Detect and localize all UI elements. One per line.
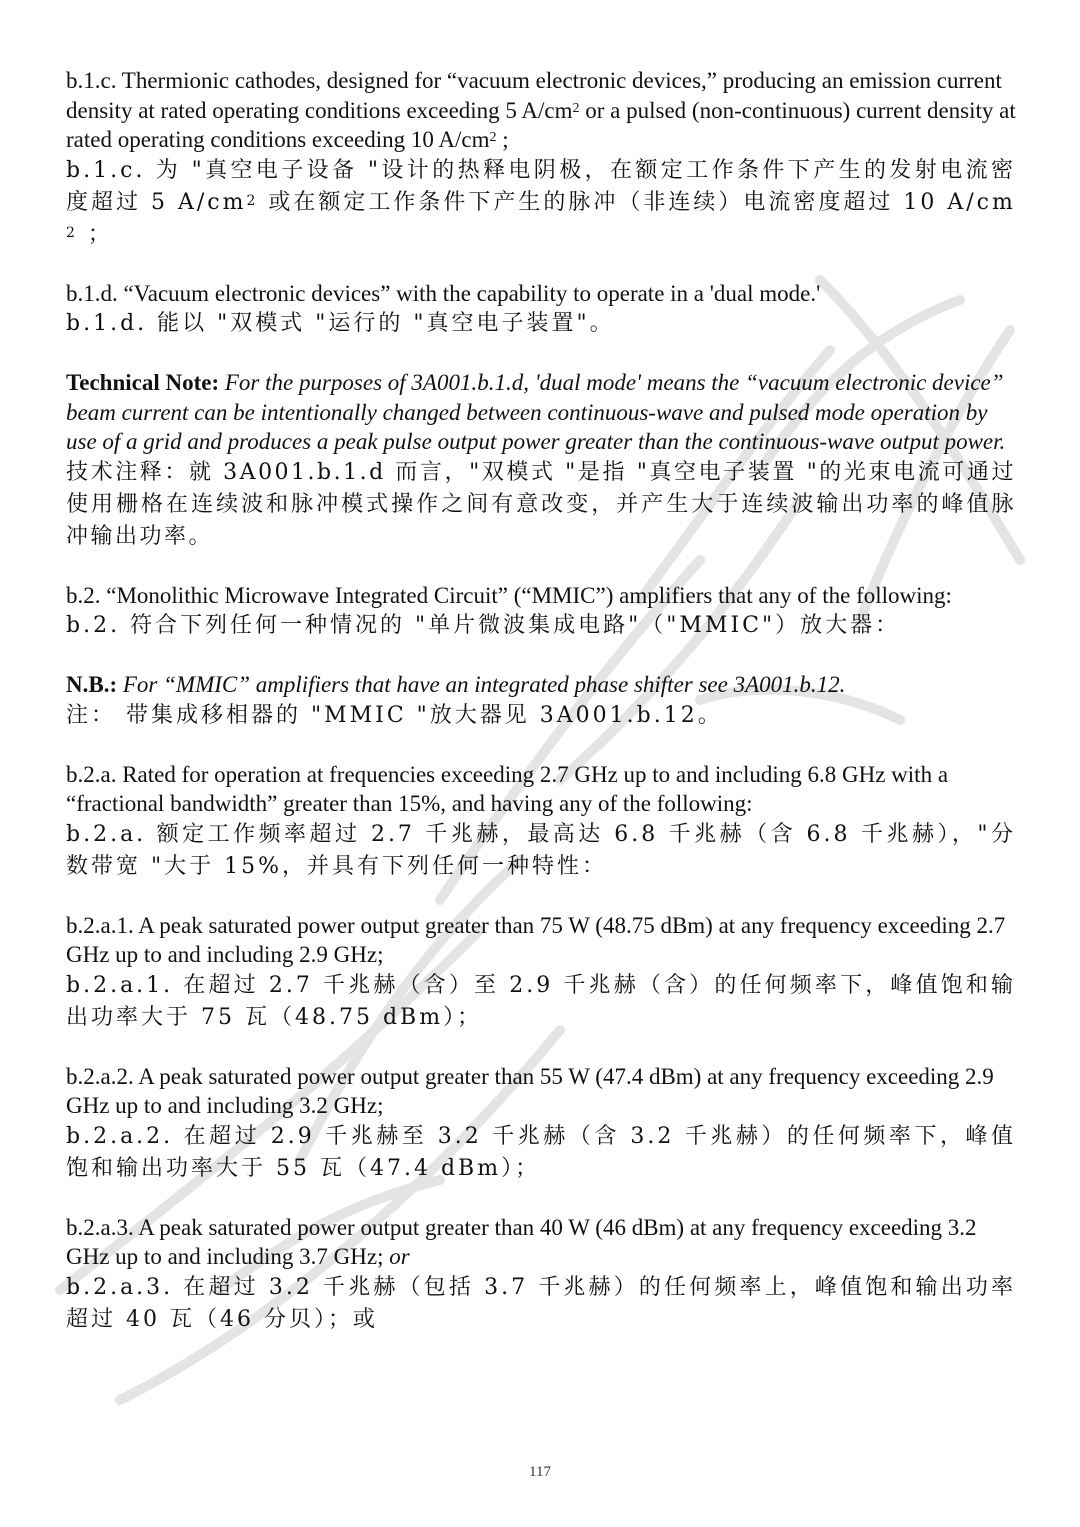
b1d-english: b.1.d. “Vacuum electronic devices” with the capability to operate in a 'dual mode.' bbox=[66, 280, 821, 306]
technical-note-label: Technical Note: bbox=[66, 370, 220, 395]
technical-note-english: Technical Note: For the purposes of 3A001.b.1.d, 'dual mode' means the “vacuum electronic device” beam current can be intentionally changed between continuous-wave and pulsed mode operation by use of a grid and produces a peak pulse output power greater than the continuous-wave output power. bbox=[66, 370, 1006, 454]
b2a2-chinese: b.2.a.2. 在超过 2.9 千兆赫至 3.2 千兆赫（含 3.2 千兆赫）的任何频率下，峰值饱和输出功率大于 55 瓦（47.4 dBm）； bbox=[66, 1123, 1016, 1181]
nb-chinese: 注： 带集成移相器的 "MMIC "放大器见 3A001.b.12。 bbox=[66, 702, 723, 728]
section-b2 bbox=[66, 581, 1016, 643]
b2a3-chinese: b.2.a.3. 在超过 3.2 千兆赫（包括 3.7 千兆赫）的任何频率上，峰值饱和输出功率超过 40 瓦（46 分贝）；或 bbox=[66, 1274, 1016, 1332]
b2a-english: b.2.a. Rated for operation at frequencies exceeding 2.7 GHz up to and including 6.8 GHz with a “fractional bandwidth” greater than 15%, and having any of the following: bbox=[66, 761, 949, 816]
page-number: 117 bbox=[529, 1464, 551, 1480]
b2a1-english: b.2.a.1. A peak saturated power output greater than 75 W (48.75 dBm) at any frequency exceeding 2.7 GHz up to and including 2.9 GHz; bbox=[66, 912, 1006, 967]
section-b2a1 bbox=[66, 911, 1016, 1034]
nb-note bbox=[66, 670, 1016, 732]
b2a-chinese: b.2.a. 额定工作频率超过 2.7 千兆赫，最高达 6.8 千兆赫（含 6.8 千兆赫），"分数带宽 "大于 15%，并具有下列任何一种特性： bbox=[66, 821, 1016, 879]
b2a1-chinese: b.2.a.1. 在超过 2.7 千兆赫（含）至 2.9 千兆赫（含）的任何频率下，峰值饱和输出功率大于 75 瓦（48.75 dBm）； bbox=[66, 972, 1016, 1030]
section-b1d bbox=[66, 279, 1016, 341]
section-b2a2 bbox=[66, 1062, 1016, 1185]
section-b2a3 bbox=[66, 1213, 1016, 1336]
b2a2-english: b.2.a.2. A peak saturated power output greater than 55 W (47.4 dBm) at any frequency exceeding 2.9 GHz up to and including 3.2 GHz; bbox=[66, 1063, 994, 1118]
b2a3-english: b.2.a.3. A peak saturated power output greater than 40 W (46 dBm) at any frequency exceeding 3.2 GHz up to and including 3.7 GHz; or bbox=[66, 1214, 977, 1269]
section-b1c bbox=[66, 66, 1016, 251]
b1c-chinese: b.1.c. 为 "真空电子设备 "设计的热释电阴极，在额定工作条件下产生的发射电流密度超过 5 $A/cm^2$ 或在额定工作条件下产生的脉冲（非连续）电流密度超过 10 A/cm $^2$ ； bbox=[66, 157, 1016, 247]
nb-english: N.B.: For “MMIC” amplifiers that have an integrated phase shifter see 3A001.b.12. bbox=[66, 672, 846, 697]
section-b2a bbox=[66, 760, 1016, 883]
document-page bbox=[66, 66, 1016, 1364]
nb-label: N.B.: bbox=[66, 672, 118, 697]
b1d-chinese: b.1.d. 能以 "双模式 "运行的 "真空电子装置"。 bbox=[66, 311, 615, 336]
b2-chinese: b.2. 符合下列任何一种情况的 "单片微波集成电路"（"MMIC"）放大器： bbox=[66, 613, 901, 638]
technical-note bbox=[66, 368, 1016, 553]
b1c-english: b.1.c. Thermionic cathodes, designed for “vacuum electronic devices,” producing an emission current density at rated operating conditions exceeding 5 $A/cm^2$ or a pulsed (non-continuous) current density at rated operating conditions exceeding 10 $A/cm^2$ ; bbox=[66, 68, 1016, 152]
b2-english: b.2. “Monolithic Microwave Integrated Circuit” (“MMIC”) amplifiers that any of the following: bbox=[66, 582, 952, 608]
technical-note-chinese: 技术注释：就 3A001.b.1.d 而言，"双模式 "是指 "真空电子装置 "的光束电流可通过使用栅格在连续波和脉冲模式操作之间有意改变，并产生大于连续波输出功率的峰值脉冲输出功率。 bbox=[66, 459, 1016, 549]
